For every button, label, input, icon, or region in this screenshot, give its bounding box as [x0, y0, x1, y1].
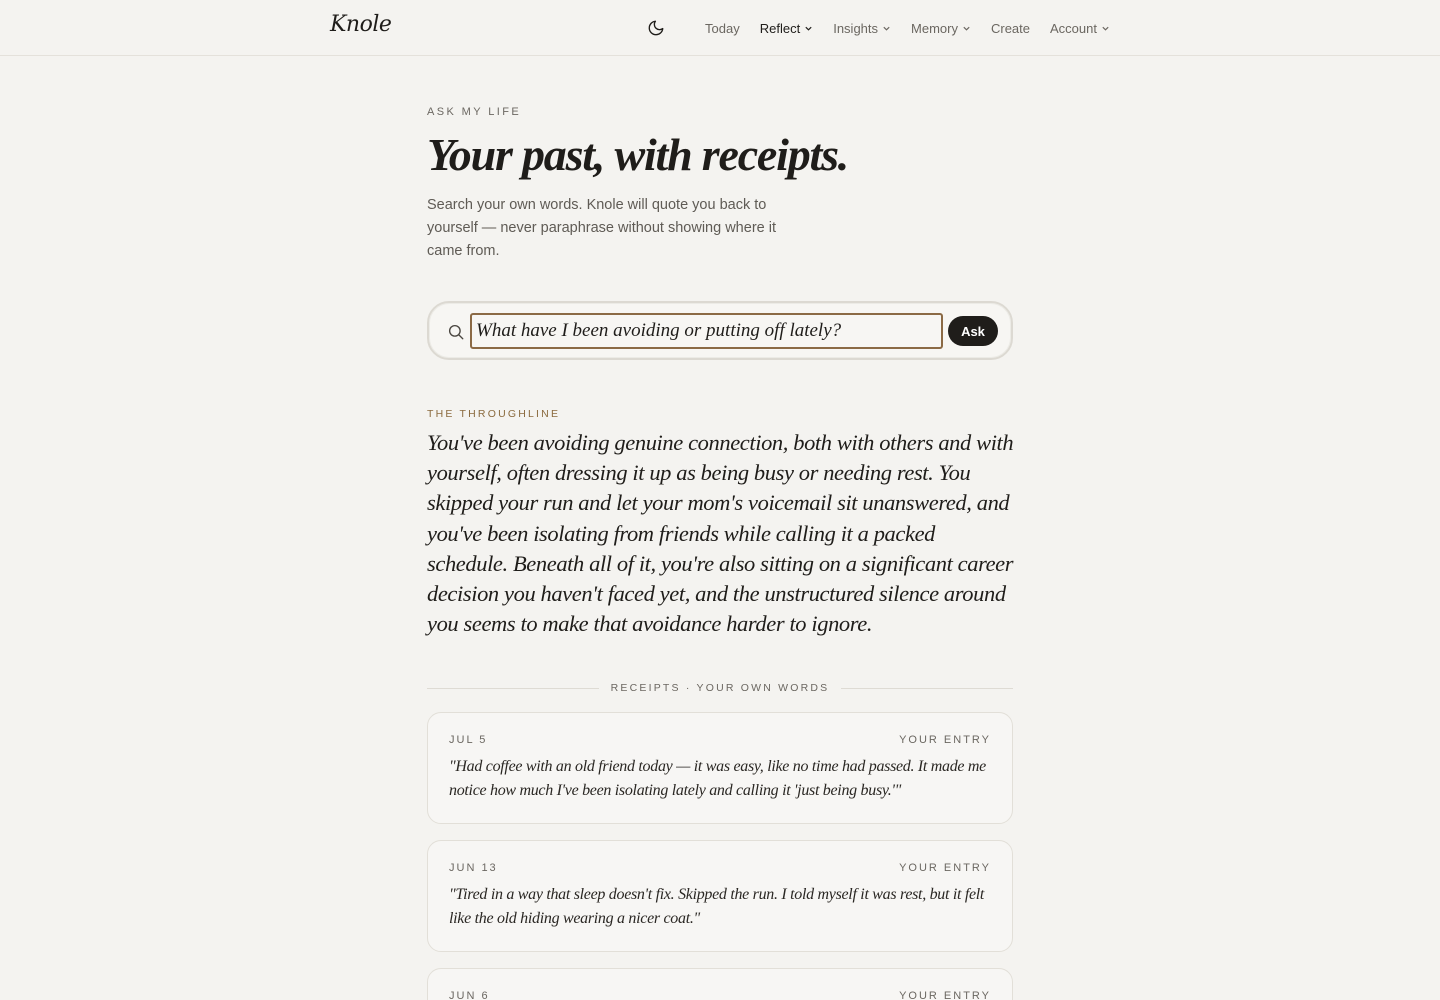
nav-reflect-label: Reflect [759, 20, 801, 36]
nav-account[interactable] [1050, 21, 1110, 36]
ask-button[interactable]: Ask [948, 316, 998, 346]
nav-create-label: Create [990, 20, 1031, 36]
receipt-quote: "Tired in a way that sleep doesn't fix. Skipped the run. I told myself it was rest, but it felt like the old hiding wearing a nicer coat." [449, 886, 985, 927]
page-title: Your past, with receipts. [427, 129, 849, 180]
ask-search-box [427, 301, 1013, 360]
receipt-kind: YOUR ENTRY [899, 990, 991, 1000]
receipt-quote: "Had coffee with an old friend today — it was easy, like no time had passed. It made me notice how much I've been isolating lately and calling it 'just being busy.'" [449, 758, 986, 799]
receipts-divider [427, 681, 1013, 695]
nav-today-label: Today [705, 20, 740, 36]
chevron-down-icon [962, 24, 971, 33]
divider-line [841, 688, 1013, 689]
divider-line [427, 688, 599, 689]
receipt-card[interactable] [427, 840, 1013, 952]
page-subtitle: Search your own words. Knole will quote you back to yourself — never paraphrase without showing where it came from. [427, 197, 776, 259]
chevron-down-icon [1101, 24, 1110, 33]
chevron-down-icon [804, 24, 813, 33]
nav-account-label: Account [1050, 20, 1097, 36]
top-navigation-bar [0, 0, 1440, 56]
receipt-card[interactable] [427, 968, 1013, 1000]
nav-reflect[interactable] [760, 21, 813, 36]
nav-memory-label: Memory [911, 20, 958, 36]
nav-insights[interactable] [833, 21, 891, 36]
nav-insights-label: Insights [833, 20, 879, 36]
receipt-date: JUN 6 [449, 990, 490, 1000]
moon-icon [647, 19, 665, 37]
app-logo[interactable]: Knole [330, 12, 392, 37]
search-icon [447, 323, 465, 341]
nav-memory[interactable] [911, 21, 971, 36]
receipt-kind: YOUR ENTRY [899, 862, 991, 874]
throughline-answer: You've been avoiding genuine connection, both with others and with yourself, often dressing it up as being busy or needing rest. You skipped your run and let your mom's voicemail sit unanswered, and you've been isolating from friends while calling it a packed schedule. Beneath all of it, you're also sitting on a significant career decision you haven't faced yet, and the unstructured silence around you seems to make that avoidance harder to ignore. [427, 430, 1014, 637]
theme-toggle-button[interactable] [645, 17, 667, 39]
nav-create[interactable] [991, 21, 1030, 36]
receipt-date: JUN 13 [449, 862, 498, 874]
main-nav [645, 0, 1110, 56]
receipts-heading: RECEIPTS · YOUR OWN WORDS [610, 682, 830, 694]
nav-today[interactable] [705, 21, 740, 36]
receipt-card[interactable] [427, 712, 1013, 824]
chevron-down-icon [882, 24, 891, 33]
receipt-date: JUL 5 [449, 734, 488, 746]
throughline-eyebrow: THE THROUGHLINE [427, 408, 561, 420]
page-eyebrow: ASK MY LIFE [427, 106, 522, 118]
receipt-kind: YOUR ENTRY [899, 734, 991, 746]
ask-input[interactable] [470, 313, 943, 349]
